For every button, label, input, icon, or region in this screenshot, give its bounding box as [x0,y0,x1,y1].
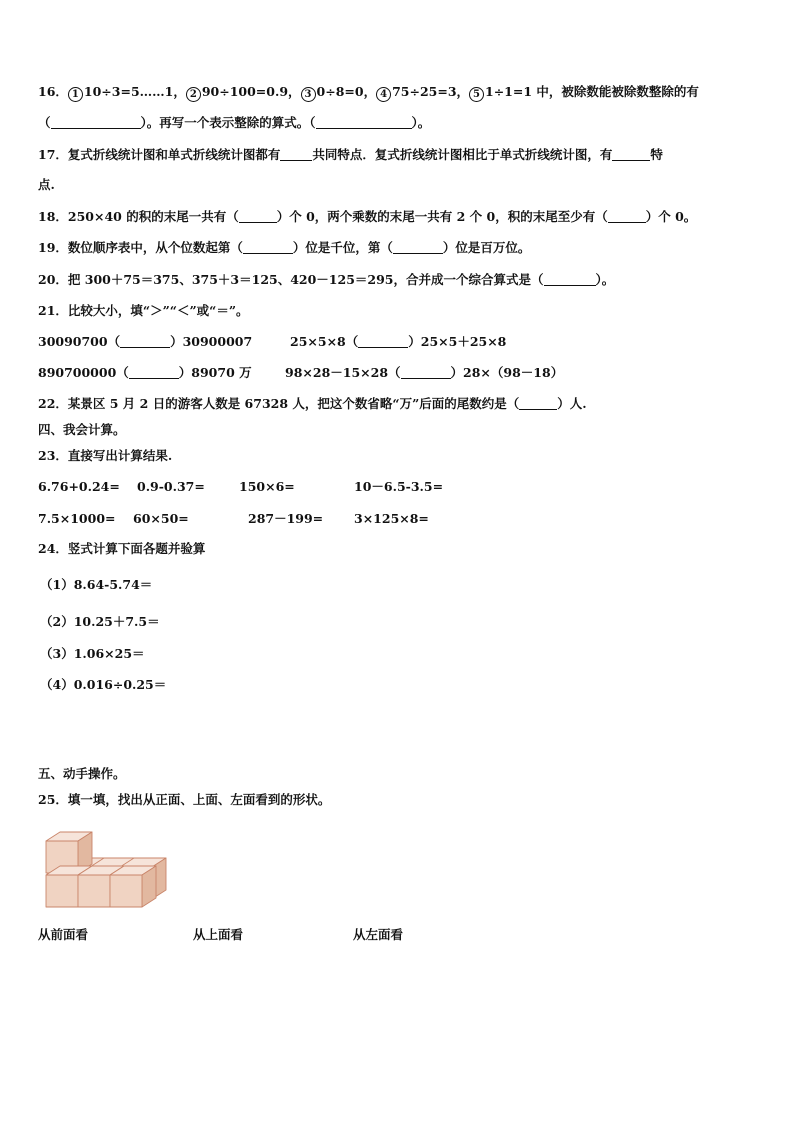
answer-blank[interactable] [608,210,646,223]
calc-item: 3×125×8= [354,511,429,526]
calc-item: 0.9-0.37= [137,479,205,494]
answer-blank[interactable] [243,241,293,254]
compare-3: 890700000（ ）89070 万 [38,365,252,380]
question-17-line-2: 点. [38,177,55,192]
vertical-calc-item: （4）0.016÷0.25＝ [40,677,167,692]
answer-blank[interactable] [612,148,650,161]
question-21-title: 21．比较大小，填“＞”“＜”或“＝”。 [38,303,249,318]
answer-blank[interactable] [544,273,596,286]
answer-blank[interactable] [280,148,312,161]
calc-item: 10－6.5-3.5= [354,479,444,494]
question-16-line-2: （ ）。再写一个表示整除的算式。（ ）。 [38,115,431,130]
answer-blank[interactable] [358,335,408,348]
question-24-title: 24．竖式计算下面各题并验算 [38,541,206,556]
cube-front-face [110,875,142,907]
calc-item: 150×6= [239,479,295,494]
circled-number-5: 5 [469,87,484,102]
vertical-calc-item: （3）1.06×25＝ [40,646,145,661]
cube-front-face [78,875,110,907]
vertical-calc-item: （2）10.25＋7.5＝ [40,614,160,629]
compare-1: 30090700（ ）30900007 [38,334,253,349]
vertical-calc-item: （1）8.64-5.74＝ [40,577,153,592]
view-label-top: 从上面看 [193,927,244,942]
question-23-title: 23．直接写出计算结果. [38,448,173,463]
calc-item: 287－199= [248,511,324,526]
answer-blank[interactable] [239,210,277,223]
answer-blank[interactable] [519,397,557,410]
answer-blank[interactable] [393,241,443,254]
calc-item: 60×50= [133,511,189,526]
cube-stack-figure [38,815,178,915]
calc-item: 6.76+0.24= [38,479,120,494]
answer-blank[interactable] [129,366,179,379]
answer-blank[interactable] [316,116,412,129]
question-16-line-1: 16． 1 10÷3=5……1， 2 90÷100=0.9， 3 0÷8=0， 4 75÷25=3， 5 1÷1=1 中，被除数能被除数整除的有 [38,84,699,100]
question-20: 20．把 300＋75＝375、375＋3＝125、420－125＝295，合并成一个综合算式是（ ）。 [38,272,615,287]
cube-front-face [46,875,78,907]
question-25-title: 25．填一填，找出从正面、上面、左面看到的形状。 [38,792,331,807]
compare-4: 98×28－15×28（ ）28×（98－18） [285,365,564,380]
question-22: 22．某景区 5 月 2 日的游客人数是 67328 人，把这个数省略“万”后面的尾数约是（ ）人. [38,396,587,411]
circled-number-2: 2 [186,87,201,102]
calc-item: 7.5×1000= [38,511,116,526]
compare-2: 25×5×8（ ）25×5＋25×8 [290,334,507,349]
question-17-line-1: 17．复式折线统计图和单式折线统计图都有 共同特点．复式折线统计图相比于单式折线统计图，有 特 [38,147,663,162]
section-4-heading: 四、我会计算。 [38,422,126,437]
answer-blank[interactable] [120,335,170,348]
circled-number-4: 4 [376,87,391,102]
question-18: 18．250×40 的积的末尾一共有（ ）个 0，两个乘数的末尾一共有 2 个 0，积的末尾至少有（ ）个 0。 [38,209,697,224]
answer-blank[interactable] [401,366,451,379]
circled-number-3: 3 [301,87,316,102]
view-label-front: 从前面看 [38,927,89,942]
answer-blank[interactable] [51,116,141,129]
circled-number-1: 1 [68,87,83,102]
question-19: 19．数位顺序表中，从个位数起第（ ）位是千位，第（ ）位是百万位。 [38,240,531,255]
view-label-left: 从左面看 [353,927,404,942]
section-5-heading: 五、动手操作。 [38,766,126,781]
